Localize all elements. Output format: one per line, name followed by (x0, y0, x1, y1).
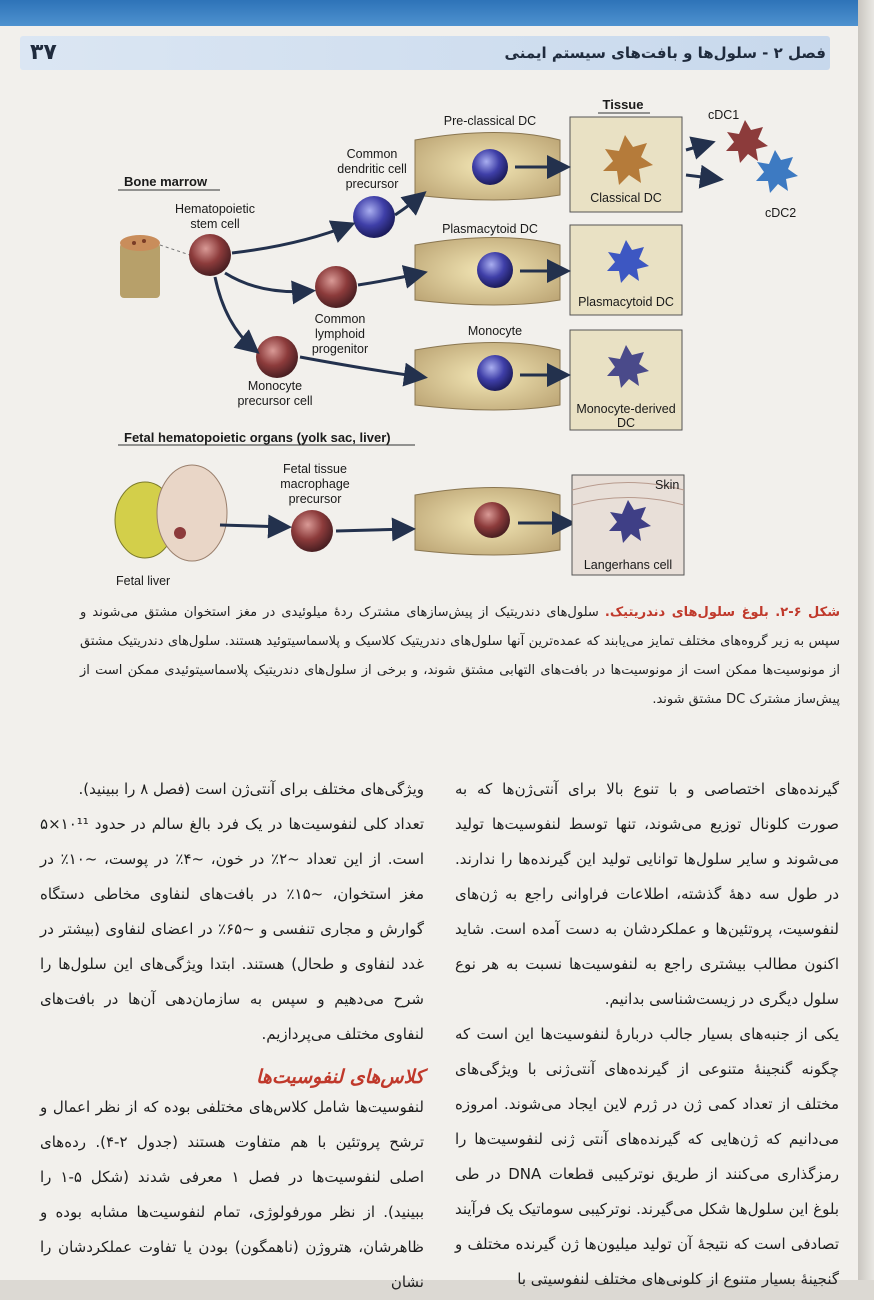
mono-derived-label-2: DC (616, 416, 636, 430)
langerhans-label: Langerhans cell (583, 558, 673, 572)
left-paragraph-1: ویژگی‌های مختلف برای آنتی‌ژن است (فصل ۸ را ببینید). (78, 780, 424, 798)
fetal-macrophage-precursor-cell (291, 510, 333, 552)
plasmacytoid-dc-box (570, 225, 682, 315)
left-paragraph-2: تعداد کلی لنفوسیت‌ها در یک فرد بالغ سالم در حدود ۱۰¹¹×۵ است. از این تعداد ~۲٪ در خون، ~۴٪ در پوست، ~۱۰٪ در مغز استخوان، ~۱۵٪ در بافت‌های لنفاوی مخاطی دستگاه گوارش و مجاری تنفسی و ~۶۵٪ در اعضای لنفاوی (بیشتر در غدد لنفاوی و طحال) هستند. ابتدا ویژگی‌های این سلول‌ها را شرح می‌دهیم و سپس به سازمان‌دهی آن‌ها در بافت‌های لنفاوی مختلف می‌پردازیم. (40, 815, 424, 1043)
right-column (455, 772, 839, 1297)
plasmacytoid-dc-box-label: Plasmacytoid DC (578, 295, 674, 309)
figure-caption (80, 598, 840, 714)
hematopoietic-stem-cell (189, 234, 231, 276)
arrow-clp-to-vessel (358, 273, 422, 285)
dc-maturation-figure (110, 95, 830, 585)
page-number: ۳۷ (30, 40, 57, 65)
fetal-liver-label: Fetal liver (116, 574, 171, 585)
arrow-hsc-to-mono (215, 277, 255, 350)
vessel-fetal (415, 488, 560, 556)
arrow-precursor-to-vessel (336, 529, 410, 531)
embryo-icon (115, 465, 227, 561)
bone-marrow-text: Bone marrow (124, 174, 208, 189)
cdp-label-1: Common (346, 147, 398, 161)
cdp-label-2: dendritic cell (337, 162, 407, 176)
cdc2-label: cDC2 (765, 206, 797, 220)
caption-text: سلول‌های دندریتیک از پیش‌سازهای مشترک ردهٔ میلوئیدی در مغز استخوان مشتق می‌شوند و سپس به زیر گروه‌های مختلف تمایز می‌یابند که عمده‌ترین آنها سلول‌های دندریتیک کلاسیک و پلاسماسیتوئید هستند. سلول‌های دندریتیک مشتق از مونوسیت‌ها ممکن است از مونوسیت‌ها در بافت‌های التهابی مشتق شوند، و برخی از سلول‌های دندریتیک پلاسماسیتوئیدی ممکن است از پیش‌ساز مشترک DC مشتق شوند. (80, 605, 840, 707)
mono-precursor-label-1: Monocyte (247, 379, 303, 393)
common-lymphoid-progenitor-cell (315, 266, 357, 308)
arrow-hsc-to-clp (225, 273, 310, 292)
clp-label-1: Common (314, 312, 366, 326)
hsc-label-1: Hematopoietic (175, 202, 255, 216)
left-column (40, 772, 424, 1300)
arrow-to-cdc2 (686, 175, 718, 179)
cdc1-cell (726, 120, 768, 163)
cdc1-label: cDC1 (708, 108, 740, 122)
section-title: کلاس‌های لنفوسیت‌ها (256, 1066, 424, 1088)
left-paragraph-3: لنفوسیت‌ها شامل کلاس‌های مختلفی بوده که از نظر اعمال و ترشح پروتئین با هم متفاوت هستند (جدول ۲-۴). رده‌های اصلی لنفوسیت‌ها در فصل ۱ معرفی شدند (شکل ۵-۱ را ببینید). از نظر مورفولوژی، تمام لنفوسیت‌ها مشابه بوده و ظاهرشان، هتروژن (ناهمگون) بودن یا تفاوت عملکردشان را نشان (40, 1098, 424, 1291)
mono-precursor-label-2: precursor cell (237, 394, 313, 408)
fetal-macro-label-3: precursor (288, 492, 342, 506)
arrow-cdp-to-vessel (395, 195, 422, 215)
hsc-label-2: stem cell (190, 217, 240, 231)
skin-label: Skin (655, 478, 680, 492)
right-paragraph-1: گیرنده‌های اختصاصی و با تنوع بالا برای آنتی‌ژن‌ها که به صورت کلونال توزیع می‌شوند، تنها توسط لنفوسیت‌ها تولید می‌شوند و سایر سلول‌ها توانایی تولید این گیرنده‌ها را ندارند. در طول سه دههٔ گذشته، اطلاعات فراوانی راجع به ژن‌های لنفوسیت، پروتئین‌ها و عملکردشان به دست آمده است. شاید اکنون مطالب بیشتری راجع به لنفوسیت‌ها نسبت به هر نوع سلول دیگری در زیست‌شناسی بدانیم. (455, 780, 839, 1008)
fetal-macro-label-2: macrophage (280, 477, 350, 491)
common-dc-precursor-cell (353, 196, 395, 238)
chapter-title: فصل ۲ - سلول‌ها و بافت‌های سیستم ایمنی (504, 44, 826, 62)
clp-label-3: progenitor (311, 342, 369, 356)
fetal-macro-label-1: Fetal tissue (283, 462, 347, 476)
clp-label-2: lymphoid (314, 327, 366, 341)
classical-dc-box (570, 117, 682, 212)
caption-label: شکل ۶-۲. بلوغ سلول‌های دندریتیک. (604, 605, 840, 620)
right-paragraph-2: یکی از جنبه‌های بسیار جالب دربارهٔ لنفوسیت‌ها این است که چگونه گنجینهٔ متنوعی از گیرنده‌های آنتی‌ژنی با ویژگی‌های مختلف از تعداد کمی ژن در ژرم لاین ایجاد می‌شوند. امروزه می‌دانیم که ژن‌هایی که گیرنده‌های آنتی ژنی لنفوسیت‌ها را رمزگذاری می‌کنند از طریق نوترکیبی قطعات DNA در طی بلوغ این سلول‌ها شکل می‌گیرند. نوترکیبی سوماتیک یک فرآیند تصادفی است که نتیجهٔ آن تولید میلیون‌ها ژن گیرنده مختلف و گنجینهٔ بسیار متنوع از کلونی‌های مختلف لنفوسیتی با (455, 1025, 839, 1288)
bone-section-icon (120, 235, 190, 298)
top-color-band (0, 0, 858, 26)
arrow-embryo-to-precursor (220, 525, 286, 527)
classical-dc-label: Classical DC (590, 191, 662, 205)
plasmacytoid-top-label: Plasmacytoid DC (442, 222, 538, 236)
monocyte-derived-dc-box (570, 330, 682, 430)
monocyte-precursor-cell (256, 336, 298, 378)
fetal-organs-label: Fetal hematopoietic organs (yolk sac, liver) (124, 430, 391, 445)
arrow-hsc-to-cdp (232, 225, 350, 253)
pre-classical-label: Pre-classical DC (443, 114, 537, 128)
langerhans-skin-box (572, 475, 684, 575)
cdp-label-3: precursor (345, 177, 399, 191)
next-page-edge (858, 0, 874, 1280)
tissue-label: Tissue (602, 97, 644, 112)
arrow-mono-to-vessel (300, 357, 422, 377)
cdc2-cell (756, 150, 798, 193)
bone-marrow-label (118, 174, 220, 190)
arrow-to-cdc1 (686, 143, 710, 150)
mono-derived-label-1: Monocyte-derived (576, 402, 676, 416)
monocyte-label: Monocyte (467, 324, 523, 338)
